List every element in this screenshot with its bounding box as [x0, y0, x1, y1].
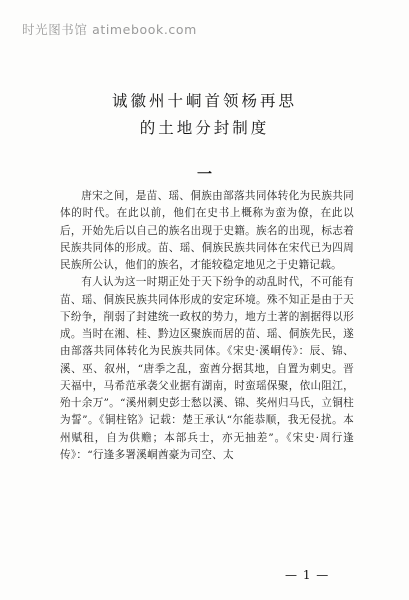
paragraph-1: 唐宋之间，是苗、瑶、侗族由部落共同体转化为民族共同体的时代。在此以前，他们在史书上概称为蛮为僚，在此以后，开始先后以自己的族名出现于史籍。族名的出现，标志着民族共同体的形成。苗、瑶、侗族民族共同体在宋代已为四周民族所公认，他们的族名，才能较稳定地见之于史籍记载。	[60, 190, 354, 271]
site-watermark: 时光图书馆 atimebook.com	[22, 22, 197, 37]
article-title-line-2: 的土地分封制度	[139, 119, 270, 137]
paragraph-2: 有人认为这一时期正处于天下纷争的动乱时代，不可能有苗、瑶、侗族民族共同体形成的安定环境。殊不知正是由于天下纷争，削弱了封建统一政权的势力，地方土著的割据得以形成。当时在湘、桂、黔边区聚族而居的苗、瑶、侗族先民，遂由部落共同体转化为民族共同体。《宋史·溪峒传》：辰、锦、溪、巫、叙州，“唐季之乱，蛮酋分据其地，自置为刺史。晋天福中，马希范承袭父业据有湖南，时蛮瑶保聚，依山阻江，殆十余万”。“溪州刺史彭士愁以溪、锦、奖州归马氏，立铜柱为誓”。《铜柱铭》记载：楚王承认“尔能恭顺，我无侵扰。本州赋租，自为供赡；本部兵士，亦无抽差”。《宋史·周行逢传》：“行逢多署溪峒酋豪为司空、太	[60, 276, 354, 461]
page-number: — 1 —	[285, 568, 330, 582]
section-number: 一	[196, 165, 212, 183]
article-title-line-1: 诚徽州十峒首领杨再思	[111, 92, 297, 110]
article-body	[60, 188, 354, 464]
